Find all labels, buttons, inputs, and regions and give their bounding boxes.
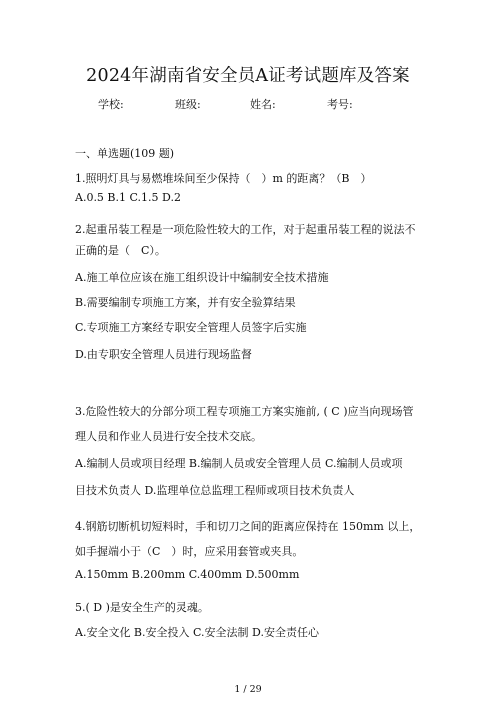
name-label: 姓名: [250, 98, 276, 111]
question-3-options-line-1: A.编制人员或项目经理 B.编制人员或安全管理人员 C.编制人员或项 [75, 457, 403, 470]
question-2-line-1: 2.起重吊装工程是一项危险性较大的工作，对于起重吊装工程的说法不 [75, 223, 416, 236]
question-4-options: A.150mm B.200mm C.400mm D.500mm [75, 568, 300, 581]
section-heading: 一、单选题(109 题) [75, 147, 175, 160]
exam-number-label: 考号: [327, 98, 353, 111]
question-5-options: A.安全文化 B.安全投入 C.安全法制 D.安全责任心 [75, 626, 319, 639]
question-4-line-1: 4.钢筋切断机切短料时，手和切刀之间的距离应保持在 150mm 以上， [75, 520, 421, 533]
page-number: 1 / 29 [234, 684, 262, 695]
question-4-line-2: 如手握端小于（C ）时，应采用套管或夹具。 [75, 545, 304, 558]
question-1: 1.照明灯具与易燃堆垛间至少保持（ ）m 的距离？（B ） [75, 172, 372, 185]
question-3-line-2: 理人员和作业人员进行安全技术交底。 [75, 430, 262, 443]
document-title: 2024年湖南省安全员A证考试题库及答案 [86, 66, 410, 86]
question-2-line-2: 正确的是（ C）。 [75, 244, 166, 257]
question-3-line-1: 3.危险性较大的分部分项工程专项施工方案实施前, ( C )应当向现场管 [75, 405, 414, 418]
question-3-options-line-2: 目技术负责人 D.监理单位总监理工程师或项目技术负责人 [75, 484, 355, 497]
question-2-option-a: A.施工单位应该在施工组织设计中编制安全技术措施 [75, 271, 329, 284]
question-2-option-c: C.专项施工方案经专职安全管理人员签字后实施 [75, 321, 307, 334]
question-1-options: A.0.5 B.1 C.1.5 D.2 [75, 191, 181, 204]
question-2-option-d: D.由专职安全管理人员进行现场监督 [75, 348, 252, 361]
question-2-option-b: B.需要编制专项施工方案，并有安全验算结果 [75, 296, 296, 309]
question-5: 5.( D )是安全生产的灵魂。 [75, 601, 209, 614]
class-label: 班级: [175, 98, 201, 111]
school-label: 学校: [98, 98, 124, 111]
